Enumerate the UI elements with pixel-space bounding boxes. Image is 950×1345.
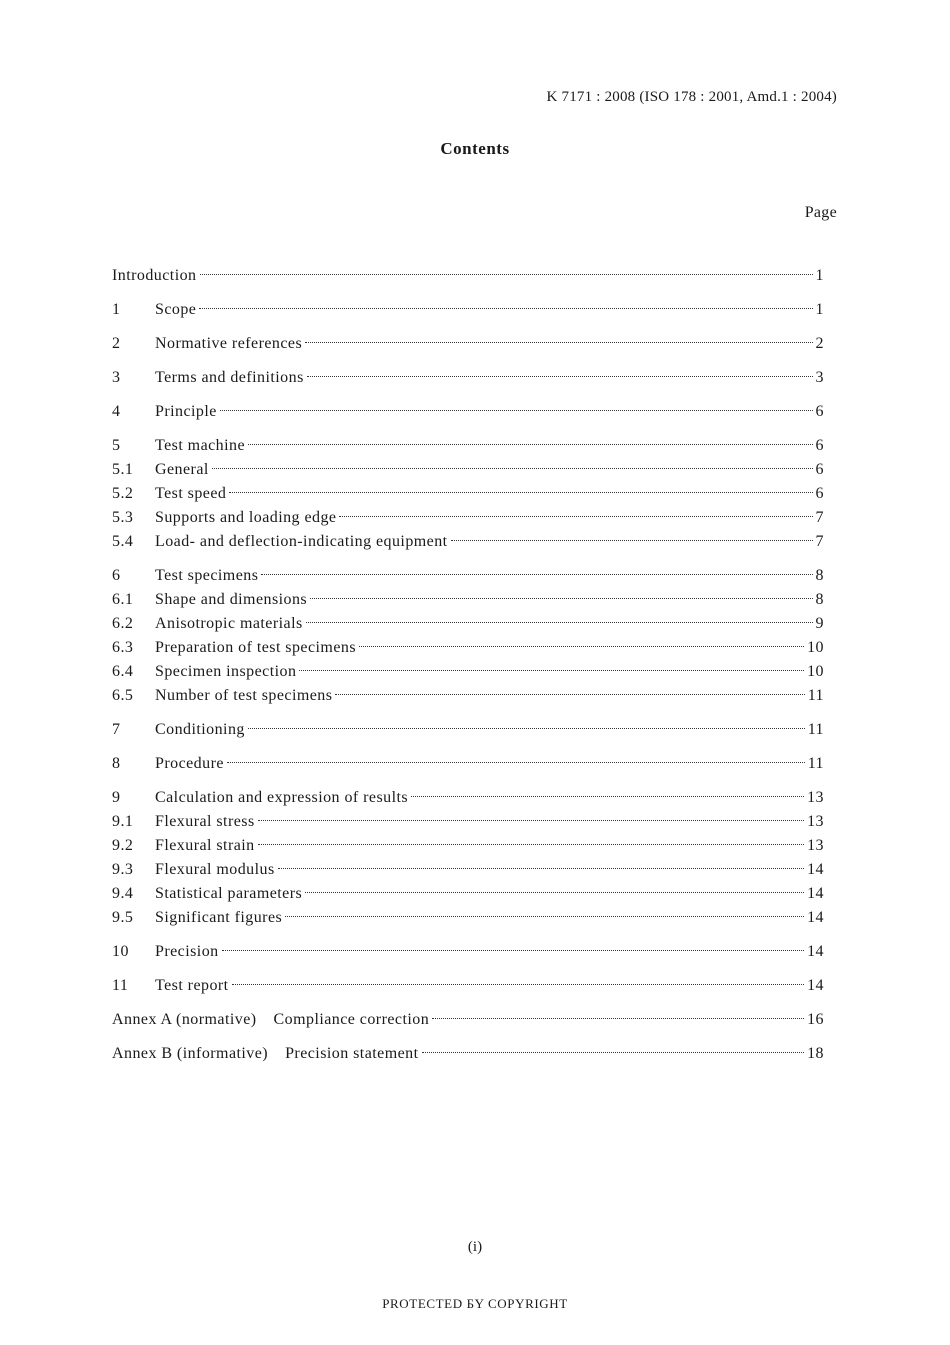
toc-group (112, 1042, 824, 1066)
toc-entry-title: Precision (155, 943, 219, 960)
toc-entry-number: 6.2 (112, 615, 134, 632)
toc-entry-page: 14 (807, 885, 824, 902)
toc-group (112, 940, 824, 964)
toc-entry-number: 9 (112, 789, 121, 806)
toc-entry-test-speed[interactable] (112, 482, 824, 506)
dot-leader (432, 1018, 804, 1019)
toc-entry-page: 8 (815, 567, 824, 584)
toc-group (112, 752, 824, 776)
toc-entry-title: Conditioning (155, 721, 245, 738)
toc-entry-title: Specimen inspection (155, 663, 297, 680)
dot-leader (285, 916, 804, 917)
toc-entry-annex-b[interactable] (112, 1042, 824, 1066)
toc-entry-general[interactable] (112, 458, 824, 482)
toc-entry-normative-references[interactable] (112, 332, 824, 356)
toc-entry-number: 5.2 (112, 485, 134, 502)
toc-entry-preparation-of-test-specimens[interactable] (112, 636, 824, 660)
contents-title: Contents (440, 139, 510, 158)
toc-entry-number: 2 (112, 335, 121, 352)
toc-entry-number: 6.5 (112, 687, 134, 704)
dot-leader (306, 622, 813, 623)
toc-entry-page: 11 (807, 721, 824, 738)
toc-entry-page: 9 (815, 615, 824, 632)
toc-entry-title: Statistical parameters (155, 885, 303, 902)
dot-leader (220, 410, 813, 411)
toc-entry-number: 6 (112, 567, 121, 584)
toc-entry-title: Preparation of test specimens (155, 639, 356, 656)
toc-entry-number: 9.3 (112, 861, 134, 878)
toc-entry-number: 10 (112, 943, 129, 960)
toc-entry-procedure[interactable] (112, 752, 824, 776)
toc-entry-number: 9.4 (112, 885, 134, 902)
toc-entry-test-machine[interactable] (112, 434, 824, 458)
page-number: (i) (467, 1239, 483, 1255)
toc-entry-page: 13 (807, 813, 824, 830)
toc-entry-page: 6 (815, 461, 824, 478)
toc-entry-flexural-stress[interactable] (112, 810, 824, 834)
dot-leader (227, 762, 805, 763)
toc-entry-number: 9.2 (112, 837, 134, 854)
toc-group (112, 564, 824, 708)
toc-entry-page: 1 (815, 301, 824, 318)
toc-entry-test-report[interactable] (112, 974, 824, 998)
toc-entry-title: Calculation and expression of results (155, 789, 409, 806)
toc-entry-conditioning[interactable] (112, 718, 824, 742)
toc-group (112, 1008, 824, 1032)
toc-entry-test-specimens[interactable] (112, 564, 824, 588)
toc-entry-page: 18 (807, 1045, 824, 1062)
dot-leader (248, 444, 813, 445)
toc-entry-title: Test speed (155, 485, 227, 502)
toc-entry-number: 9.1 (112, 813, 134, 830)
toc-entry-page: 7 (815, 509, 824, 526)
toc-entry-title: Scope (155, 301, 197, 318)
dot-leader (310, 598, 812, 599)
toc-entry-title: Supports and loading edge (155, 509, 337, 526)
toc-entry-page: 1 (815, 267, 824, 284)
toc-group (112, 434, 824, 554)
dot-leader (299, 670, 804, 671)
toc-group (112, 366, 824, 390)
toc-entry-page: 11 (807, 687, 824, 704)
toc-entry-page: 11 (807, 755, 824, 772)
toc-entry-significant-figures[interactable] (112, 906, 824, 930)
toc-entry-title: Terms and definitions (155, 369, 304, 386)
toc-entry-shape-and-dimensions[interactable] (112, 588, 824, 612)
annex-label: Annex A (normative) (112, 1011, 257, 1028)
toc-entry-number: 5.1 (112, 461, 134, 478)
dot-leader (411, 796, 804, 797)
toc-entry-calculation-and-expression[interactable] (112, 786, 824, 810)
toc-group (112, 718, 824, 742)
toc-entry-number: 5.3 (112, 509, 134, 526)
toc-entry-title: Flexural modulus (155, 861, 275, 878)
toc-entry-title: Precision statement (285, 1045, 419, 1062)
dot-leader (278, 868, 804, 869)
dot-leader (359, 646, 804, 647)
page-header: K 7171 : 2008 (ISO 178 : 2001, Amd.1 : 2004) (546, 89, 837, 105)
toc-entry-page: 10 (807, 663, 824, 680)
toc-entry-scope[interactable] (112, 298, 824, 322)
toc-entry-page: 7 (815, 533, 824, 550)
dot-leader (199, 308, 812, 309)
toc-entry-title: Test machine (155, 437, 246, 454)
toc-entry-title: Introduction (112, 267, 197, 284)
toc-entry-introduction[interactable] (112, 264, 824, 288)
toc-entry-title: Test report (155, 977, 229, 994)
toc-entry-title: Load- and deflection-indicating equipment (155, 533, 448, 550)
toc-entry-flexural-modulus[interactable] (112, 858, 824, 882)
toc-entry-title: Flexural strain (155, 837, 255, 854)
table-of-contents (112, 264, 824, 1076)
dot-leader (222, 950, 804, 951)
toc-entry-page: 13 (807, 789, 824, 806)
toc-entry-page: 6 (815, 485, 824, 502)
toc-entry-number: 4 (112, 403, 121, 420)
dot-leader (335, 694, 804, 695)
toc-entry-page: 14 (807, 943, 824, 960)
toc-entry-number: 7 (112, 721, 121, 738)
toc-entry-title: Shape and dimensions (155, 591, 308, 608)
toc-entry-title: Significant figures (155, 909, 283, 926)
toc-entry-specimen-inspection[interactable] (112, 660, 824, 684)
dot-leader (307, 376, 813, 377)
toc-entry-annex-a[interactable] (112, 1008, 824, 1032)
toc-entry-number: 11 (112, 977, 129, 994)
toc-entry-title: Compliance correction (273, 1011, 430, 1028)
toc-entry-title: General (155, 461, 209, 478)
toc-group (112, 264, 824, 288)
toc-entry-number: 1 (112, 301, 121, 318)
toc-entry-number: 9.5 (112, 909, 134, 926)
toc-entry-number: 6.4 (112, 663, 134, 680)
toc-group (112, 974, 824, 998)
toc-entry-page: 2 (815, 335, 824, 352)
dot-leader (261, 574, 812, 575)
dot-leader (258, 820, 804, 821)
toc-entry-number: 8 (112, 755, 121, 772)
toc-entry-title: Anisotropic materials (155, 615, 303, 632)
dot-leader (451, 540, 813, 541)
toc-entry-page: 3 (815, 369, 824, 386)
toc-group (112, 400, 824, 424)
dot-leader (305, 892, 804, 893)
toc-entry-page: 6 (815, 403, 824, 420)
toc-entry-title: Number of test specimens (155, 687, 333, 704)
toc-entry-page: 16 (807, 1011, 824, 1028)
toc-entry-precision[interactable] (112, 940, 824, 964)
toc-entry-number: 6.3 (112, 639, 134, 656)
toc-entry-number: 5.4 (112, 533, 134, 550)
toc-entry-title: Procedure (155, 755, 224, 772)
dot-leader (200, 274, 813, 275)
dot-leader (422, 1052, 805, 1053)
toc-entry-title: Normative references (155, 335, 303, 352)
dot-leader (212, 468, 813, 469)
toc-entry-number: 5 (112, 437, 121, 454)
toc-entry-terms-and-definitions[interactable] (112, 366, 824, 390)
toc-group (112, 332, 824, 356)
toc-entry-number-of-test-specimens[interactable] (112, 684, 824, 708)
toc-entry-page: 10 (807, 639, 824, 656)
toc-entry-number: 6.1 (112, 591, 134, 608)
dot-leader (305, 342, 812, 343)
dot-leader (258, 844, 804, 845)
toc-entry-title: Test specimens (155, 567, 259, 584)
annex-label: Annex B (informative) (112, 1045, 269, 1062)
dot-leader (248, 728, 805, 729)
dot-leader (232, 984, 805, 985)
toc-entry-page: 13 (807, 837, 824, 854)
dot-leader (229, 492, 812, 493)
dot-leader (339, 516, 812, 517)
toc-entry-page: 8 (815, 591, 824, 608)
toc-entry-number: 3 (112, 369, 121, 386)
toc-entry-title: Flexural stress (155, 813, 255, 830)
toc-entry-page: 6 (815, 437, 824, 454)
toc-entry-page: 14 (807, 977, 824, 994)
toc-entry-load-deflection-equipment[interactable] (112, 530, 824, 554)
toc-group (112, 786, 824, 930)
toc-entry-page: 14 (807, 861, 824, 878)
toc-entry-page: 14 (807, 909, 824, 926)
toc-entry-supports-and-loading-edge[interactable] (112, 506, 824, 530)
copyright-footer: PROTECTED БY COPYRIGHT (382, 1296, 568, 1311)
toc-group (112, 298, 824, 322)
page-column-label: Page (804, 204, 837, 221)
toc-entry-principle[interactable] (112, 400, 824, 424)
toc-entry-anisotropic-materials[interactable] (112, 612, 824, 636)
toc-entry-statistical-parameters[interactable] (112, 882, 824, 906)
toc-entry-flexural-strain[interactable] (112, 834, 824, 858)
toc-entry-title: Principle (155, 403, 217, 420)
